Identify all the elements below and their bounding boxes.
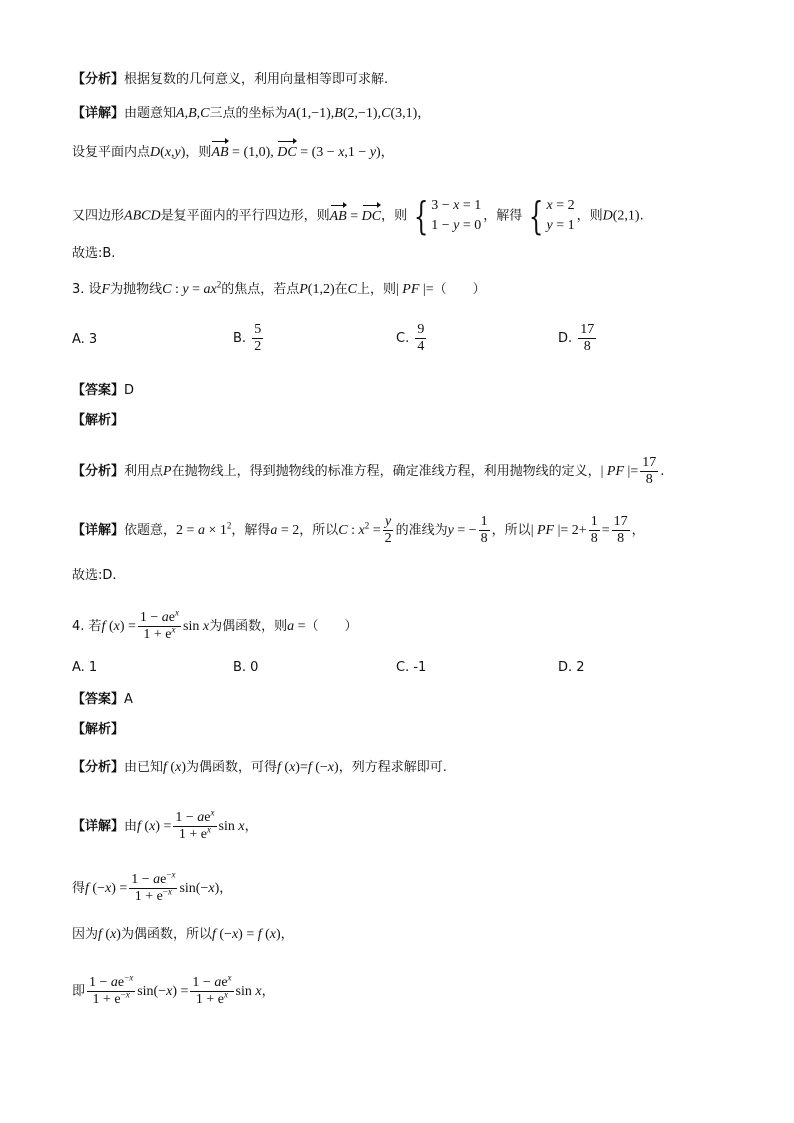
conclusion-q3: 故选:D.	[72, 568, 117, 583]
point-p: P(1,2)	[299, 282, 335, 297]
option-b-q4: B. 0	[233, 660, 259, 675]
answer-q4: 【答案】A	[72, 692, 133, 707]
point-d: D(x,y)	[150, 145, 186, 160]
detail-q3: 【详解】依题意，$2 = a \times 1^2$，解得a = 2，所以C : $x^2$ = $\frac{y}{2}$ 的准线为y = − $\frac{1}{8}$ ，所以| PF |= 2+ $\frac{1}{8}$ = $\frac{17}{8}$ ，	[72, 514, 645, 546]
option-d: D. $\frac{17}{8}$	[558, 322, 595, 354]
parabola-eq: C : $y = ax^2$	[162, 279, 222, 297]
analysis-line-q2	[72, 70, 388, 90]
vectors-ab-dc: AB = (1,0), DC = (3 − x,1 − y)	[211, 145, 380, 160]
detail-line-q2: 【详解】由题意知A,B,C三点的坐标为A(1,−1),B(2,−1),C(3,1)，	[72, 106, 431, 121]
detail-q4-line2: 得f (−x) = $\frac{1 - ae^{-x}}{1 + e^{-x}}$ sin(−x)，	[72, 869, 233, 904]
equation-system-2: { x = 2 y = 1	[529, 194, 575, 238]
conclusion-q2: 故选:B.	[72, 246, 116, 261]
answer-value: D	[124, 383, 135, 398]
detail-q4: 【详解】由f (x) = $\frac{1 - ae^x}{1 + e^x}$ sin x，	[72, 807, 258, 842]
analysis-label: 【分析】	[72, 72, 125, 87]
solution-label-q3: 【解析】	[72, 413, 125, 428]
detail-label: 【详解】	[72, 106, 125, 121]
option-d-q4: D. 2	[558, 660, 585, 675]
vector-equality: AB = DC	[330, 209, 381, 224]
option-c-q4: C. -1	[396, 660, 427, 675]
detail-line2-q2: 设复平面内点D(x,y)，则AB = (1,0), DC = (3 − x,1 − y)，	[72, 143, 394, 163]
coords-abc: A(1,−1),B(2,−1),C(3,1)	[287, 106, 418, 121]
analysis-text: 根据复数的几何意义，利用向量相等即可求解.	[124, 72, 389, 87]
answer-q3: 【答案】D	[72, 383, 135, 398]
solution-label-q4: 【解析】	[72, 722, 125, 737]
option-a: A. 3	[72, 332, 98, 347]
option-a-q4: A. 1	[72, 660, 98, 675]
option-c: C. $\frac{9}{4}$	[396, 322, 425, 354]
answer-value-q4: A	[124, 692, 133, 707]
analysis-q4: 【分析】由已知f (x)为偶函数，可得f (x)=f (−x)，列方程求解即可.	[72, 760, 447, 775]
analysis-q3: 【分析】利用点P在抛物线上，得到抛物线的标准方程，确定准线方程，利用抛物线的定义，| PF |= $\frac{17}{8}$ .	[72, 455, 665, 487]
quad-abcd: ABCD	[124, 208, 161, 224]
question-4-stem: 4. 若f (x) = $\frac{1 - ae^x}{1 + e^x}$ sin x为偶函数，则a =（ ）	[72, 607, 358, 642]
pf-abs: | PF |=	[395, 282, 434, 297]
equation-system-1: { 3 − x = 1 1 − y = 0	[413, 194, 482, 238]
detail-q4-line3: 因为f (x)为偶函数，所以f (−x) = f (x)，	[72, 927, 294, 942]
points-abc: A,B,C	[176, 106, 210, 121]
question-3-stem: 3. 设F为抛物线C : $y = ax^2$的焦点，若点P(1,2)在C上，则| PF |=（ ）	[72, 279, 486, 297]
option-b: B. $\frac{5}{2}$	[233, 322, 262, 354]
result-d: D(2,1)	[602, 208, 640, 224]
detail-line3-q2: 又四边形ABCD是复平面内的平行四边形，则AB = DC，则 { 3 − x = 1 1 − y = 0 ，解得 { x = 2 y = 1 ，则D(2,1).	[72, 194, 644, 238]
detail-q4-line4: 即 $\frac{1 - ae^{-x}}{1 + e^{-x}}$ sin(−x) = $\frac{1 - ae^x}{1 + e^x}$ sin x，	[72, 972, 275, 1007]
